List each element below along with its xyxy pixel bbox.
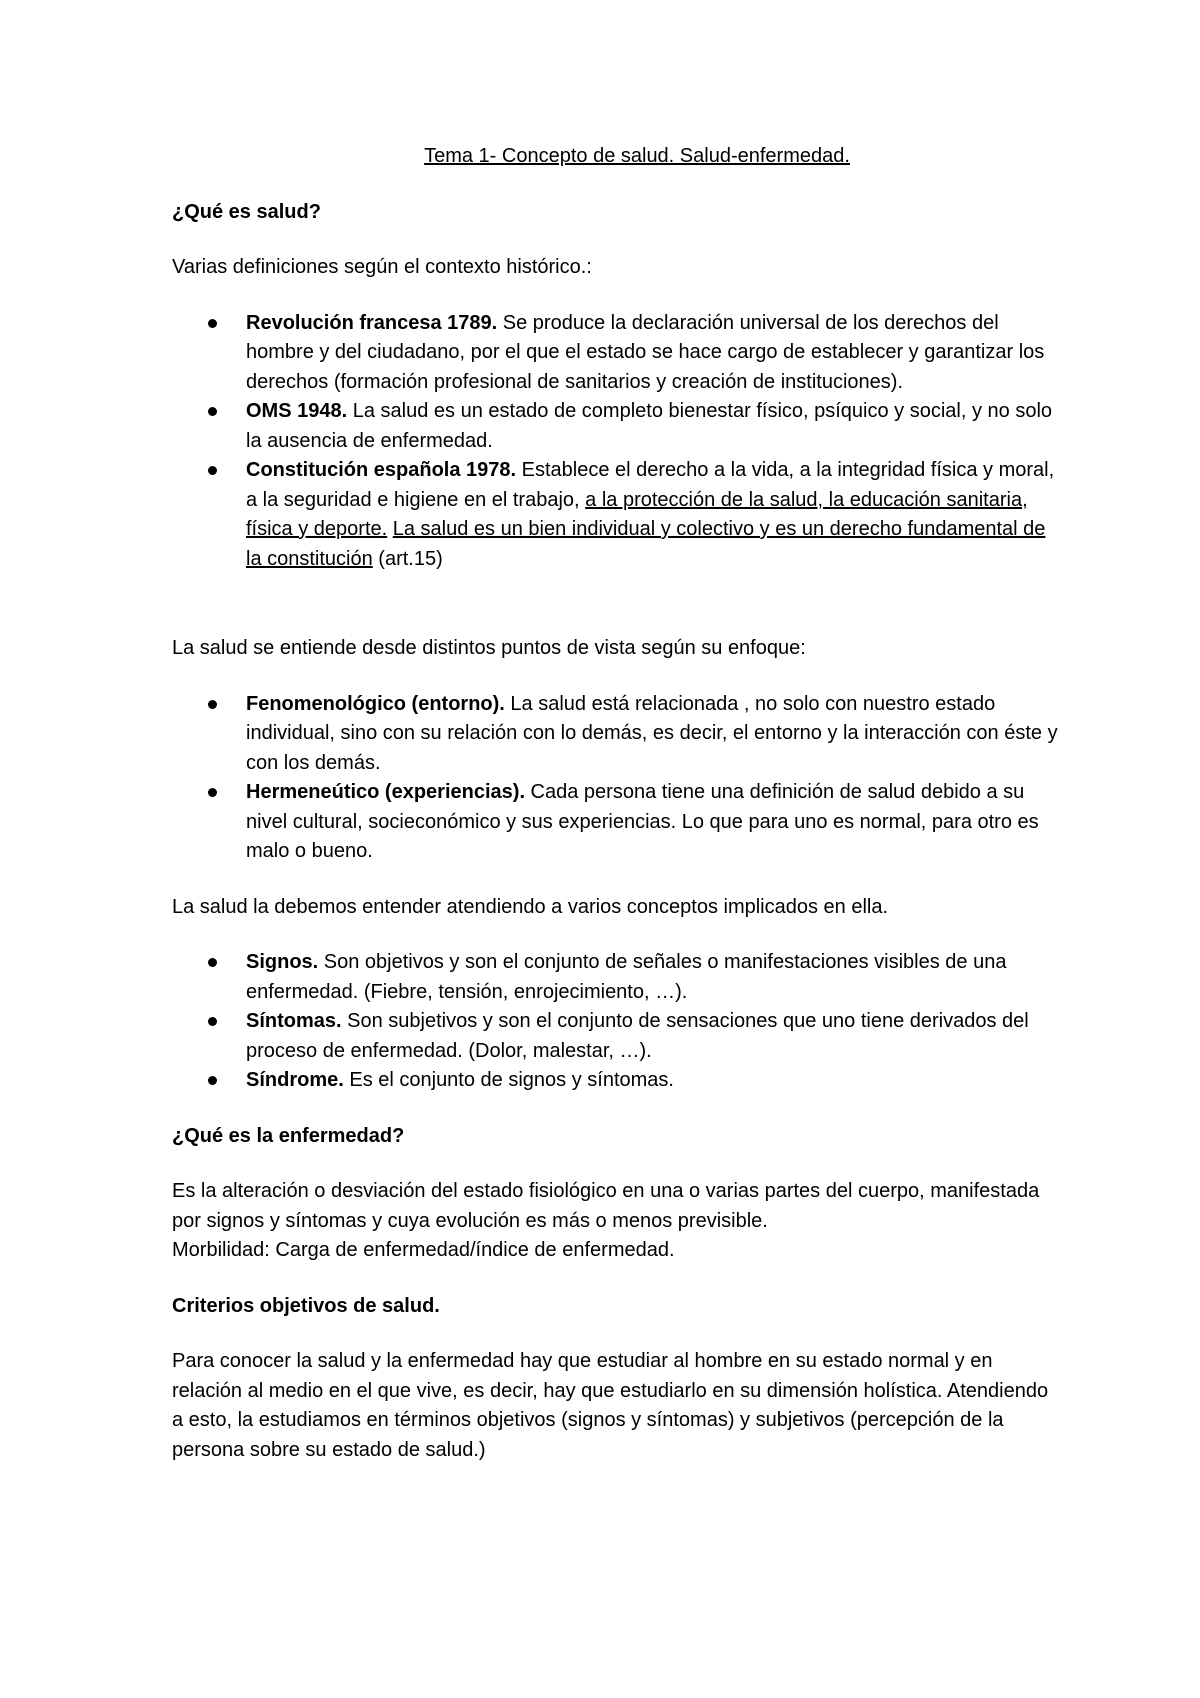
list-item <box>172 690 1062 779</box>
bullet-icon <box>208 1076 217 1085</box>
list-item <box>172 397 1062 456</box>
list-item-text: Son objetivos y son el conjunto de señales o manifestaciones visibles de una enfermedad. (Fiebre, tensión, enrojecimiento, …). <box>246 951 1007 1003</box>
morbilidad-text: Morbilidad: Carga de enfermedad/índice de enfermedad. <box>172 1239 675 1261</box>
underlined-text: La salud es un bien individual y colectivo y es un derecho fundamental de la constitución <box>246 518 1046 570</box>
list-item-text: Es el conjunto de signos y síntomas. <box>343 1069 674 1091</box>
bullet-icon <box>208 319 217 328</box>
list-item <box>172 456 1062 574</box>
list-conceptos <box>172 948 1062 1096</box>
list-definiciones <box>172 309 1062 575</box>
underlined-text: a la protección de la salud, la educación sanitaria, física y deporte. <box>246 488 1028 540</box>
list-item <box>172 1007 1062 1066</box>
list-item-term: Fenomenológico (entorno). <box>246 692 505 715</box>
paragraph-intro-enfoques: La salud se entiende desde distintos puntos de vista según su enfoque: <box>172 637 806 659</box>
list-item <box>172 1066 1062 1096</box>
list-item-term: Hermeneútico (experiencias). <box>246 781 525 803</box>
document-content <box>172 142 1062 1491</box>
heading-que-es-salud: ¿Qué es salud? <box>172 200 321 223</box>
bullet-icon <box>208 700 217 709</box>
list-item <box>172 778 1062 867</box>
list-item-text: La salud está relacionada , no solo con nuestro estado individual, sino con su relación con lo demás, es decir, el entorno y la interacción con éste y con los demás. <box>246 692 1058 774</box>
list-item-term: Signos. <box>246 951 319 973</box>
list-item-text: Son subjetivos y son el conjunto de sensaciones que uno tiene derivados del proceso de enfermedad. (Dolor, malestar, …). <box>246 1010 1029 1062</box>
list-item-text: Cada persona tiene una definición de salud debido a su nivel cultural, socieconómico y sus experiencias. Lo que para uno es normal, para otro es malo o bueno. <box>246 781 1039 862</box>
bullet-icon <box>208 466 217 475</box>
bullet-icon <box>208 788 217 797</box>
document-title: Tema 1- Concepto de salud. Salud-enfermedad. <box>424 145 850 167</box>
definicion-enfermedad-text: Es la alteración o desviación del estado fisiológico en una o varias partes del cuerpo, manifestada por signos y síntomas y cuya evolución es más o menos previsible. <box>172 1180 1040 1232</box>
bullet-icon <box>208 407 217 416</box>
list-item-term: Síndrome. <box>246 1069 344 1091</box>
list-item-term: OMS 1948. <box>246 400 348 422</box>
list-item-term: Síntomas. <box>246 1010 342 1032</box>
paragraph-final: Para conocer la salud y la enfermedad hay que estudiar al hombre en su estado normal y en relación al medio en el que vive, es decir, hay que estudiarlo en su dimensión holística. Atendiendo a esto, la estudiamos en términos objetivos (signos y síntomas) y subjetivos (percepción de la persona sobre su estado de salud.) <box>172 1350 1049 1461</box>
paragraph-definicion-enfermedad <box>172 1177 1062 1266</box>
paragraph-intro-conceptos: La salud la debemos entender atendiendo a varios conceptos implicados en ella. <box>172 895 889 918</box>
bullet-icon <box>208 958 217 967</box>
paragraph-intro-definiciones: Varias definiciones según el contexto histórico.: <box>172 256 592 278</box>
list-enfoques <box>172 690 1062 867</box>
heading-criterios-objetivos: Criterios objetivos de salud. <box>172 1294 440 1317</box>
list-item-text: La salud es un estado de completo bienestar físico, psíquico y social, y no solo la ausencia de enfermedad. <box>246 400 1053 452</box>
list-item-term: Revolución francesa 1789. <box>246 311 498 334</box>
list-item-text: Se produce la declaración universal de los derechos del hombre y del ciudadano, por el que el estado se hace cargo de establecer y garantizar los derechos (formación profesional de sanitarios y creación de instituciones). <box>246 311 1045 393</box>
list-item <box>172 948 1062 1007</box>
list-item <box>172 309 1062 398</box>
heading-que-es-enfermedad: ¿Qué es la enfermedad? <box>172 1124 405 1147</box>
list-item-term: Constitución española 1978. <box>246 459 517 481</box>
list-item-text: Establece el derecho a la vida, a la integridad física y moral, a la seguridad e higiene en el trabajo, <box>246 459 1055 511</box>
list-item-text: (art.15) <box>372 547 443 570</box>
bullet-icon <box>208 1017 217 1026</box>
